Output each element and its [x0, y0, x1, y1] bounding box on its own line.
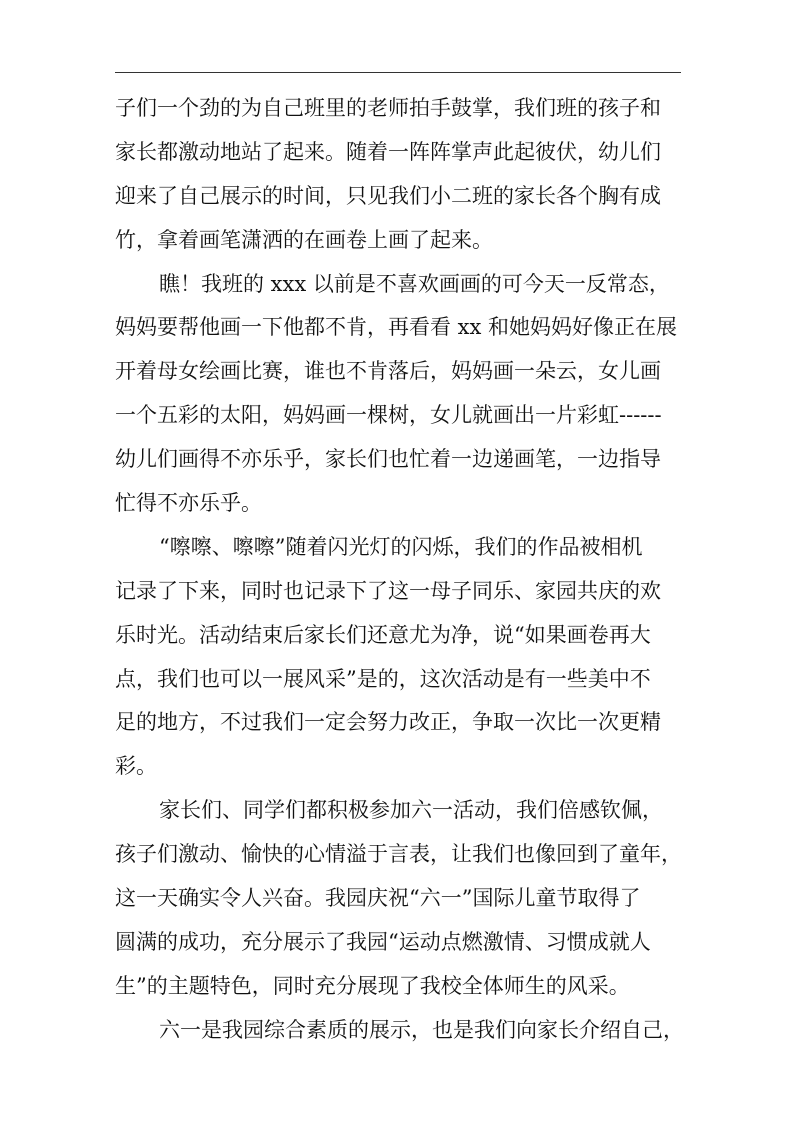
text-line: 孩子们激动、愉快的心情溢于言表，让我们也像回到了童年，	[115, 842, 682, 867]
text-line: 彩。	[115, 754, 157, 779]
text-line: 这一天确实令人兴奋。我园庆祝“六一”国际儿童节取得了	[115, 886, 641, 911]
text-line: 幼儿们画得不亦乐乎，家长们也忙着一边递画笔，一边指导	[115, 447, 661, 472]
text-line: 开着母女绘画比赛，谁也不肯落后，妈妈画一朵云，女儿画	[115, 359, 661, 384]
text-line: 记录了下来，同时也记录下了这一母子同乐、家园共庆的欢	[115, 578, 661, 603]
text-line: 忙得不亦乐乎。	[115, 491, 262, 516]
paragraph-first-line: 六一是我园综合素质的展示，也是我们向家长介绍自己，	[159, 1017, 684, 1042]
text-line: 竹，拿着画笔潇洒的在画卷上画了起来。	[115, 227, 493, 252]
text-line: 圆满的成功，充分展示了我园“运动点燃激情、习惯成就人	[115, 929, 651, 954]
paragraph-first-line: “嚓嚓、嚓嚓”随着闪光灯的闪烁，我们的作品被相机	[159, 534, 643, 559]
text-line: 一个五彩的太阳，妈妈画一棵树，女儿就画出一片彩虹------	[115, 403, 662, 428]
text-line: 妈妈要帮他画一下他都不肯，再看看 xx 和她妈妈好像正在展	[115, 315, 678, 340]
text-line: 生”的主题特色，同时充分展现了我校全体师生的风采。	[115, 973, 630, 998]
text-line: 乐时光。活动结束后家长们还意尤为净，说“如果画卷再大	[115, 622, 651, 647]
paragraph-first-line: 家长们、同学们都积极参加六一活动，我们倍感钦佩，	[159, 798, 663, 823]
paragraph-first-line: 瞧！我班的 xxx 以前是不喜欢画画的可今天一反常态，	[159, 271, 670, 296]
text-line: 子们一个劲的为自己班里的老师拍手鼓掌，我们班的孩子和	[115, 96, 661, 120]
text-line: 足的地方，不过我们一定会努力改正，争取一次比一次更精	[115, 710, 661, 735]
text-line: 点，我们也可以一展风采”是的，这次活动是有一些美中不	[115, 666, 651, 691]
document-body	[115, 87, 683, 1053]
header-rule	[115, 72, 681, 73]
text-line: 家长都激动地站了起来。随着一阵阵掌声此起彼伏，幼儿们	[115, 139, 661, 164]
text-line: 迎来了自己展示的时间，只见我们小二班的家长各个胸有成	[115, 183, 661, 208]
